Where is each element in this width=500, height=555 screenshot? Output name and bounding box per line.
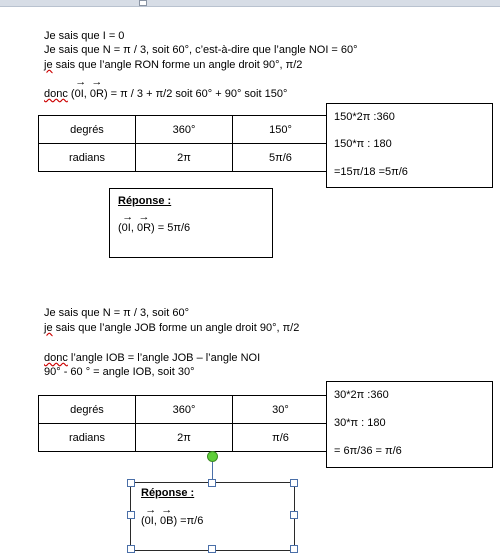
s2-conversion-table — [38, 395, 329, 452]
s2-answer-vector-0i: → 0I, — [145, 515, 157, 527]
s2-line4: 90° - 60 ° = angle IOB, soit 30° — [44, 366, 195, 378]
rotate-handle[interactable] — [207, 451, 218, 462]
s1-answer-rest: ) = 5π/6 — [151, 222, 191, 234]
s2-line1: Je sais que N = π / 3, soit 60° — [44, 307, 189, 319]
table-cell: 360° — [136, 116, 233, 144]
s2-line2-word: je — [44, 322, 53, 334]
s1-answer-title: Réponse : — [118, 195, 172, 207]
s2-answer-title: Réponse : — [141, 487, 195, 499]
s1-calc-line: 150*2π :360 — [334, 111, 395, 123]
ruler-marker[interactable] — [139, 0, 147, 6]
table-cell: 5π/6 — [233, 144, 329, 172]
s2-answer-text: (→ 0I, → 0B) =π/6 — [141, 515, 203, 527]
s1-calc-box — [326, 103, 493, 188]
table-row — [39, 144, 329, 172]
s1-vector-0r: → 0R — [90, 87, 104, 101]
s2-answer-vector-0b: → 0B — [160, 515, 173, 527]
resize-handle-sw[interactable] — [127, 545, 135, 553]
ruler-bar — [0, 0, 500, 7]
table-cell: radians — [39, 144, 136, 172]
s1-conversion-table — [38, 115, 329, 172]
s1-calc-line: =15π/18 =5π/6 — [334, 166, 408, 178]
s1-line1: Je sais que I = 0 — [44, 30, 125, 42]
resize-handle-ne[interactable] — [290, 479, 298, 487]
table-cell: 2π — [136, 144, 233, 172]
table-cell: 30° — [233, 396, 329, 424]
s2-line3 — [44, 351, 260, 365]
s1-answer-box — [109, 188, 273, 258]
table-cell: 2π — [136, 424, 233, 452]
s1-line3 — [44, 58, 302, 72]
resize-handle-se[interactable] — [290, 545, 298, 553]
s1-line4-rest: ) = π / 3 + π/2 soit 60° + 90° soit 150° — [103, 88, 288, 100]
resize-handle-n[interactable] — [208, 479, 216, 487]
s2-calc-line: 30*π : 180 — [334, 417, 386, 429]
s1-calc-line: 150*π : 180 — [334, 138, 392, 150]
resize-handle-s[interactable] — [208, 545, 216, 553]
s1-line3-rest: sais que l’angle RON forme un angle droit 90°, π/2 — [52, 59, 303, 71]
table-cell: 360° — [136, 396, 233, 424]
s1-line4: donc (→ 0I, → 0R) = π / 3 + π/2 soit 60° + 90° soit 150° — [44, 87, 287, 101]
table-cell: π/6 — [233, 424, 329, 452]
s1-vector-0i: → 0I, — [75, 87, 87, 101]
s1-line2: Je sais que N = π / 3, soit 60°, c’est-à-dire que l’angle NOI = 60° — [44, 44, 358, 56]
resize-handle-w[interactable] — [127, 511, 135, 519]
resize-handle-nw[interactable] — [127, 479, 135, 487]
table-row — [39, 116, 329, 144]
table-cell: degrés — [39, 396, 136, 424]
s2-line2 — [44, 321, 299, 335]
s2-line3-rest: l’angle IOB = l’angle JOB – l’angle NOI — [67, 352, 261, 364]
table-cell: 150° — [233, 116, 329, 144]
s1-answer-text: (→ 0I, → 0R) = 5π/6 — [118, 222, 190, 234]
s2-calc-line: 30*2π :360 — [334, 389, 389, 401]
table-row — [39, 424, 329, 452]
s2-line2-rest: sais que l’angle JOB forme un angle droit 90°, π/2 — [52, 322, 300, 334]
s1-line4-word: donc — [44, 88, 68, 100]
s1-answer-vector-0i: → 0I, — [122, 222, 134, 234]
table-cell: radians — [39, 424, 136, 452]
s2-line3-word: donc — [44, 352, 68, 364]
s2-answer-rest: ) =π/6 — [173, 515, 204, 527]
s2-calc-line: = 6π/36 = π/6 — [334, 445, 402, 457]
table-row — [39, 396, 329, 424]
s1-line3-word: je — [44, 59, 53, 71]
s1-answer-vector-0r: → 0R — [137, 222, 151, 234]
table-cell: degrés — [39, 116, 136, 144]
s2-calc-box — [326, 381, 493, 468]
s2-answer-box[interactable] — [130, 482, 295, 551]
resize-handle-e[interactable] — [290, 511, 298, 519]
